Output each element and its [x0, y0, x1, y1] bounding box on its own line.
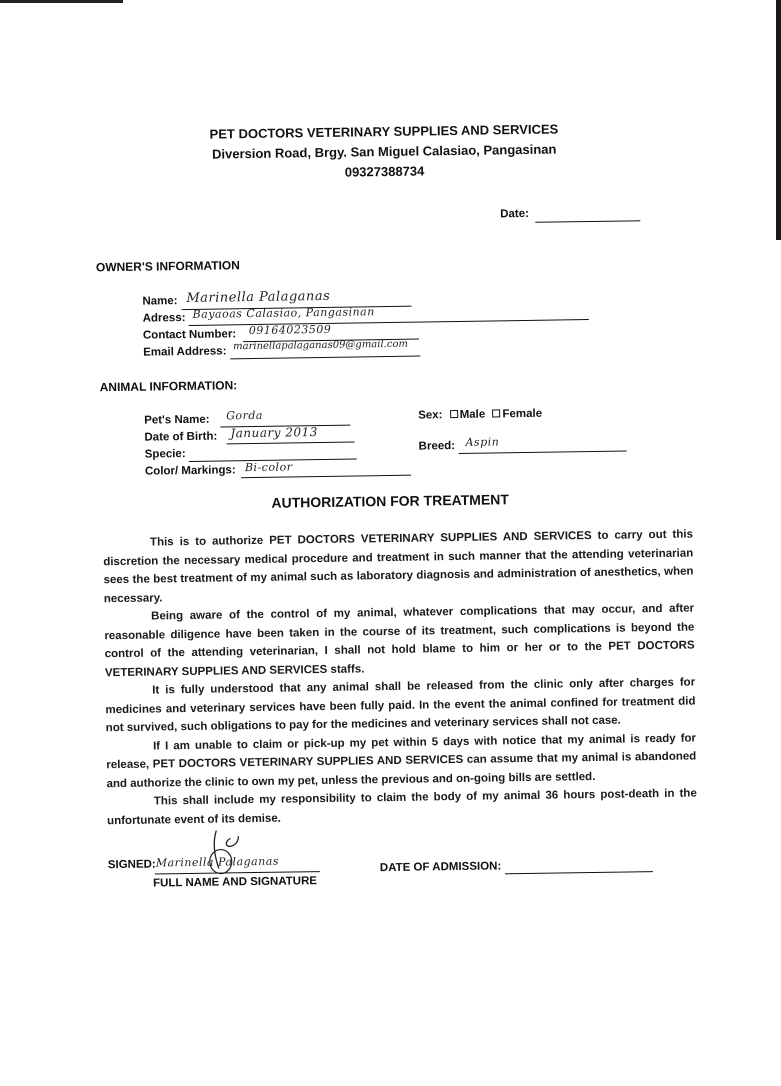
pet-name-value[interactable]: Gorda	[226, 408, 264, 423]
signature-caption: FULL NAME AND SIGNATURE	[152, 875, 318, 890]
breed-label: Breed:	[418, 440, 456, 453]
owner-email-line	[230, 356, 420, 360]
dob-line	[227, 442, 355, 445]
owner-contact-value[interactable]: 09164023509	[248, 322, 332, 338]
female-checkbox[interactable]	[492, 409, 500, 417]
scan-edge-top	[0, 0, 123, 3]
sex-field	[418, 408, 542, 422]
authorization-paragraph-1: This is to authorize PET DOCTORS VETERINARY SUPPLIES AND SERVICES to carry out this discretion the necessary medical procedure and treatment in such manner that the attending veterinarian sees the best treatment of my animal such as laboratory diagnosis and administration of anesthetics, when necessary.	[103, 528, 694, 605]
color-line	[241, 475, 411, 479]
authorization-body	[103, 526, 697, 831]
female-label: Female	[502, 407, 543, 421]
owner-email-value[interactable]: marinellapalaganas09@gmail.com	[233, 338, 408, 353]
pet-name-label: Pet's Name:	[144, 413, 210, 427]
dob-value[interactable]: January 2013	[230, 425, 318, 441]
authorization-title: AUTHORIZATION FOR TREATMENT	[271, 491, 509, 511]
breed-line	[459, 450, 627, 453]
admission-label: DATE OF ADMISSION:	[379, 860, 502, 875]
sex-label: Sex:	[418, 409, 443, 422]
authorization-paragraph-2: Being aware of the control of my animal, whatever complications that may occur, and after reasonable diligence have been taken in the course of its treatment, such complications is beyond the control of the attending veterinarian, I shall not hold blame to him or her or to the PET DOCTORS VETERINARY SUPPLIES AND SERVICES staffs.	[104, 602, 695, 679]
date-line[interactable]	[535, 220, 640, 223]
dob-label: Date of Birth:	[144, 430, 218, 444]
authorization-paragraph-5: This shall include my responsibility to claim the body of my animal 36 hours post-death in the unfortunate event of its demise.	[107, 787, 697, 827]
animal-section-title: ANIMAL INFORMATION:	[99, 378, 238, 395]
male-label: Male	[459, 408, 486, 421]
color-value[interactable]: Bi-color	[244, 460, 293, 475]
owner-address-value[interactable]: Bayaoas Calasiao, Pangasinan	[192, 305, 375, 321]
male-checkbox[interactable]	[450, 410, 458, 418]
clinic-address: Diversion Road, Brgy. San Miguel Calasiao, Pangasinan	[211, 141, 557, 162]
scan-edge-right	[776, 0, 781, 240]
specie-label: Specie:	[144, 448, 186, 461]
signature-scribble	[194, 828, 255, 879]
authorization-paragraph-3: It is fully understood that any animal shall be released from the clinic only after charges for medicines and veterinary services have been fully paid. In the event the animal confined for treatment did not survived, such obligations to pay for the medicines and veterinary services shall not case.	[105, 676, 696, 735]
signed-value[interactable]: Marinella Palaganas	[155, 854, 280, 870]
date-label: Date:	[500, 207, 530, 221]
owner-address-label: Adress:	[142, 312, 186, 325]
owner-name-value[interactable]: Marinella Palaganas	[186, 288, 331, 306]
clinic-phone: 09327388734	[344, 163, 425, 180]
signed-label: SIGNED:	[107, 858, 156, 872]
owner-name-label: Name:	[142, 295, 178, 308]
owner-email-label: Email Address:	[143, 345, 227, 359]
owner-contact-label: Contact Number:	[142, 328, 237, 342]
authorization-paragraph-4: If I am unable to claim or pick-up my pet within 5 days with notice that my animal is ready for release, PET DOCTORS VETERINARY SUPPLIES AND SERVICES can assume that my animal is abandoned and authorize the clinic to own my pet, unless the previous and on-going bills are settled.	[106, 731, 697, 790]
admission-line[interactable]	[505, 871, 653, 874]
breed-value[interactable]: Aspin	[465, 435, 500, 449]
color-label: Color/ Markings:	[144, 464, 236, 478]
owner-section-title: OWNER'S INFORMATION	[95, 258, 240, 275]
clinic-name: PET DOCTORS VETERINARY SUPPLIES AND SERVICES	[209, 121, 559, 142]
